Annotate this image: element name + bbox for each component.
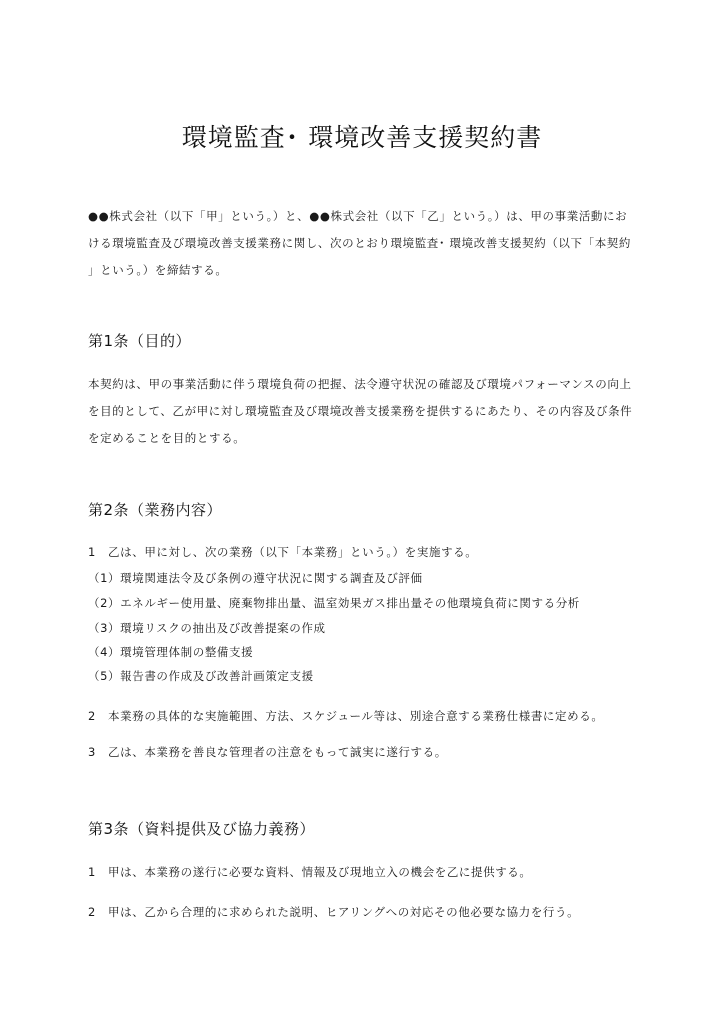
sub-item-line: （1）環境関連法令及び条例の遵守状況に関する調査及び評価 — [88, 571, 423, 585]
clause-line: 1 甲は、本業務の遂行に必要な資料、情報及び現地立入の機会を乙に提供する。 — [88, 865, 532, 879]
article-line: を目的として、乙が甲に対し環境監査及び環境改善支援業務を提供するにあたり、その内容及び条件 — [88, 404, 633, 418]
clause-line: 1 乙は、甲に対し、次の業務（以下「本業務」という。）を実施する。 — [88, 545, 478, 559]
sub-item-line: （3）環境リスクの抽出及び改善提案の作成 — [88, 621, 326, 635]
sub-item-line: （4）環境管理体制の整備支援 — [88, 645, 254, 659]
article-heading: 第2条（業務内容） — [88, 501, 223, 519]
clause-line: 2 本業務の具体的な実施範囲、方法、スケジュール等は、別途合意する業務仕様書に定める。 — [88, 709, 604, 723]
article-line: を定めることを目的とする。 — [88, 431, 246, 445]
article-heading: 第1条（目的） — [88, 332, 192, 350]
preamble-line: ける環境監査及び環境改善支援業務に関し、次のとおり環境監査･ 環境改善支援契約（以下「本契約 — [88, 236, 631, 250]
document-title: 環境監査･ 環境改善支援契約書 — [181, 123, 543, 152]
sub-item-line: （5）報告書の作成及び改善計画策定支援 — [88, 669, 314, 683]
article-line: 本契約は、甲の事業活動に伴う環境負荷の把握、法令遵守状況の確認及び環境パフォーマンスの向上 — [88, 377, 632, 391]
clause-line: 2 甲は、乙から合理的に求められた説明、ヒアリングへの対応その他必要な協力を行う。 — [88, 905, 580, 919]
article-heading: 第3条（資料提供及び協力義務） — [88, 820, 316, 838]
sub-item-line: （2）エネルギー使用量、廃棄物排出量、温室効果ガス排出量その他環境負荷に関する分析 — [88, 596, 580, 610]
preamble-line: 」という。）を締結する。 — [88, 263, 228, 277]
preamble-line: ●●株式会社（以下「甲」という。）と、●●株式会社（以下「乙」という。）は、甲の事業活動にお — [88, 209, 628, 223]
clause-line: 3 乙は、本業務を善良な管理者の注意をもって誠実に遂行する。 — [88, 745, 447, 759]
